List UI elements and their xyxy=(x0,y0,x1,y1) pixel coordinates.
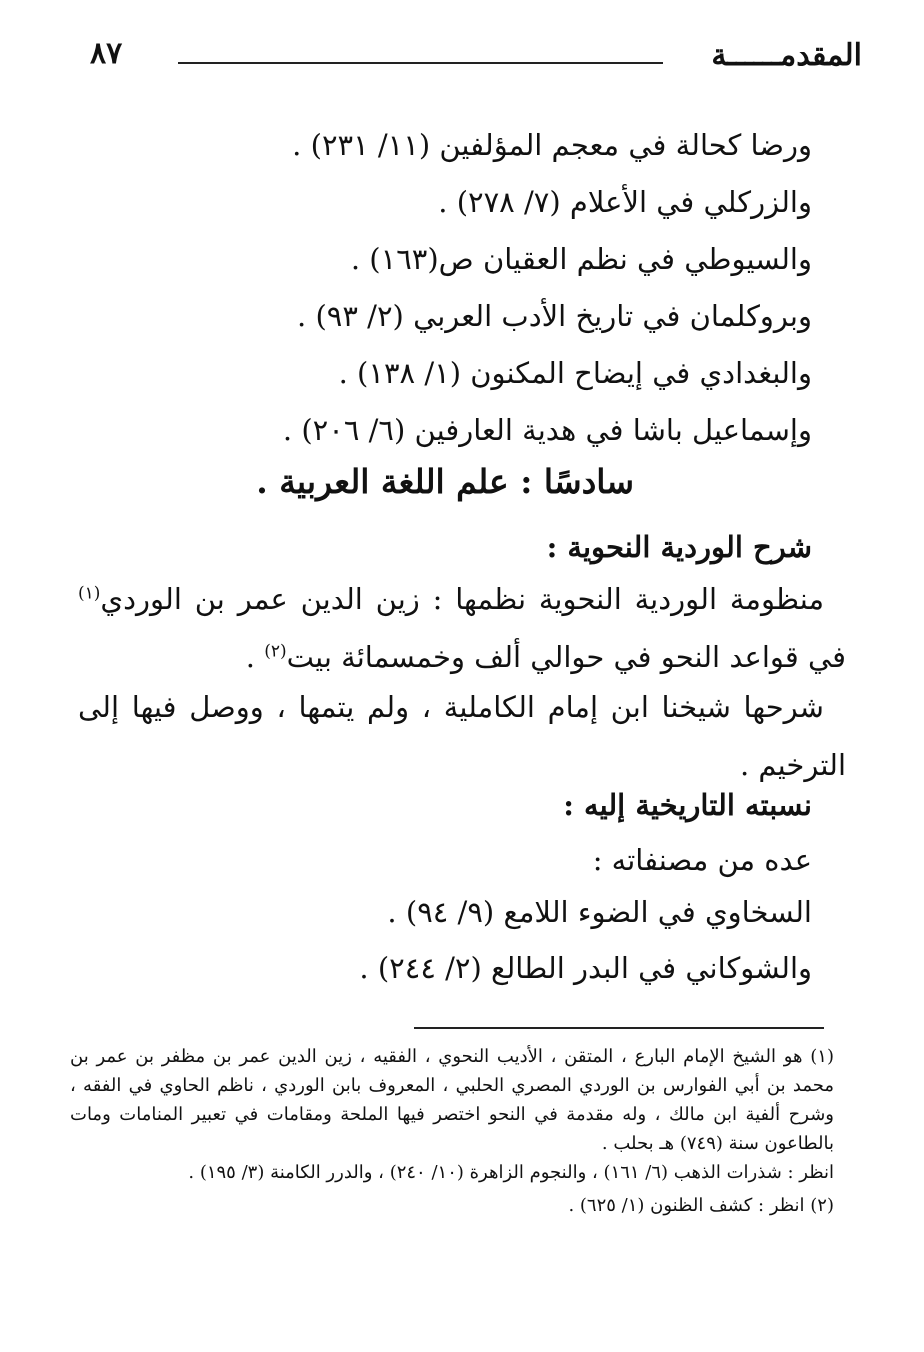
footnote-marker: (٢) xyxy=(264,641,287,662)
source-line: والشوكاني في البدر الطالع (٢/ ٢٤٤) . xyxy=(359,951,812,985)
header-rule xyxy=(178,62,663,64)
reference-line: ورضا كحالة في معجم المؤلفين (١١/ ٢٣١) . xyxy=(292,128,812,162)
section-heading: سادسًا : علم اللغة العربية . xyxy=(256,462,634,501)
attribution-intro: عده من مصنفاته : xyxy=(592,843,812,877)
reference-line: والزركلي في الأعلام (٧/ ٢٧٨) . xyxy=(438,185,812,219)
reference-line: والسيوطي في نظم العقيان ص(١٦٣) . xyxy=(350,242,812,276)
footnote-1-references: انظر : شذرات الذهب (٦/ ١٦١) ، والنجوم الزاهرة (١٠/ ٢٤٠) ، والدرر الكامنة (٣/ ١٩٥) . xyxy=(188,1162,834,1183)
sub-heading: شرح الوردية النحوية : xyxy=(546,530,812,564)
footnote-2: (٢) انظر : كشف الظنون (١/ ٦٢٥) . xyxy=(568,1195,834,1216)
attribution-heading: نسبته التاريخية إليه : xyxy=(563,788,812,822)
paragraph-end: . xyxy=(245,640,265,674)
paragraph-commentary: شرحها شيخنا ابن إمام الكاملية ، ولم يتمها ، ووصل فيها إلى الترخيم . xyxy=(78,690,846,782)
footnote-1: (١) هو الشيخ الإمام البارع ، المتقن ، الأديب النحوي ، الفقيه ، زين الدين عمر بن مظفر بن عمر بن محمد بن أبي الفوارس بن الوردي المصري الحلبي ، المعروف بابن الوردي ، ناظم الحاوي في الفقه ، وشرح ألفية ابن مالك ، وله مقدمة في النحو اختصر فيها الملحة ومقامات في تعبير المنامات ومات بالطاعون سنة (٧٤٩) هـ بحلب . xyxy=(70,1046,834,1154)
reference-line: وإسماعيل باشا في هدية العارفين (٦/ ٢٠٦) . xyxy=(282,413,812,447)
reference-line: وبروكلمان في تاريخ الأدب العربي (٢/ ٩٣) . xyxy=(297,299,812,333)
footnotes xyxy=(70,1042,834,1220)
running-header-title: المقدمــــــة xyxy=(711,38,862,73)
paragraph-text: في قواعد النحو في حوالي ألف وخمسمائة بيت xyxy=(286,640,846,674)
reference-line: والبغدادي في إيضاح المكنون (١/ ١٣٨) . xyxy=(338,356,812,390)
footnote-rule xyxy=(414,1027,824,1029)
paragraph-text: منظومة الوردية النحوية نظمها : زين الدين عمر بن الوردي xyxy=(100,582,824,616)
source-line: السخاوي في الضوء اللامع (٩/ ٩٤) . xyxy=(387,895,812,929)
footnote-marker: (١) xyxy=(78,583,101,604)
paragraph-wardiyya xyxy=(78,570,846,686)
page-number: ٨٧ xyxy=(90,36,123,71)
